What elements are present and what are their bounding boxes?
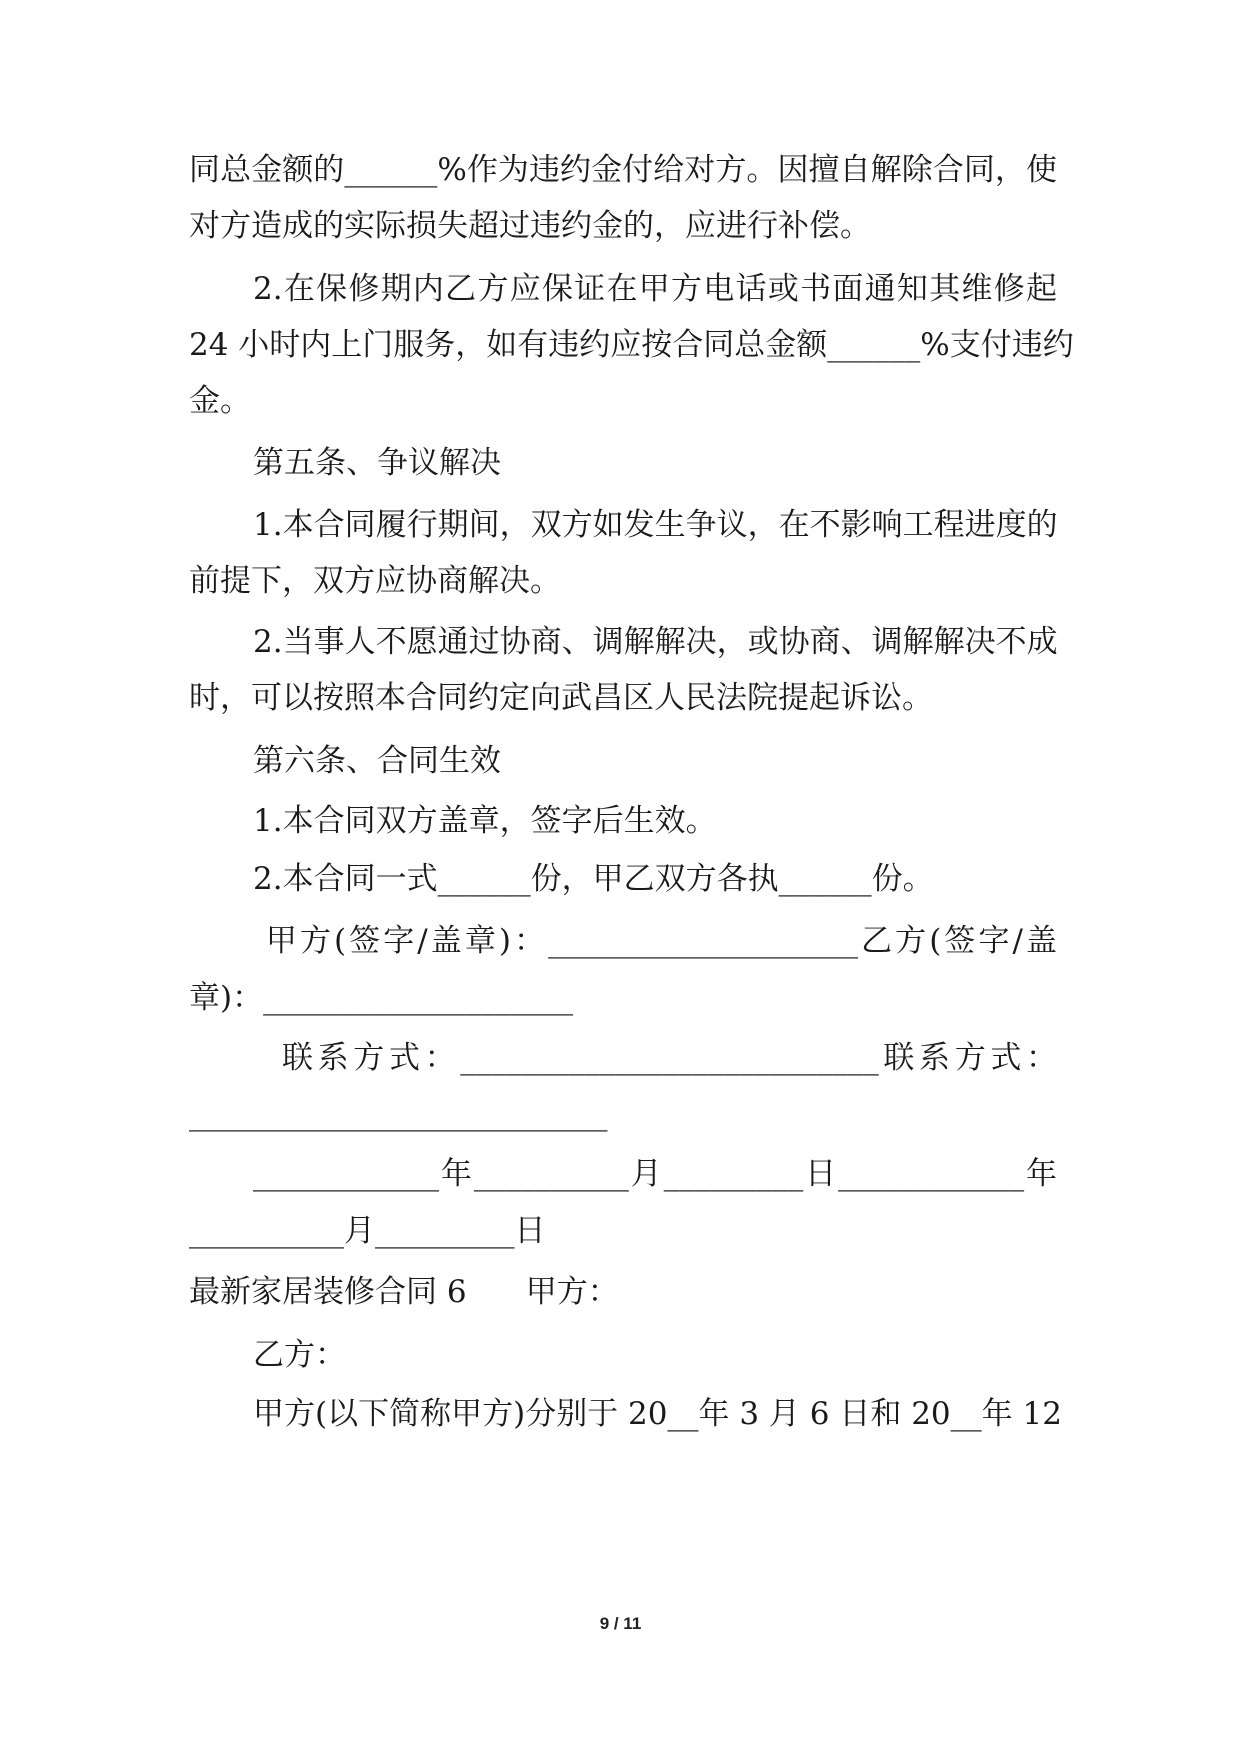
paragraph-line: 同总金额的______%作为违约金付给对方。因擅自解除合同，使: [189, 152, 1057, 188]
paragraph-line: 金。: [189, 383, 251, 419]
signature-line: 章)：____________________: [189, 980, 574, 1016]
contract-title: 最新家居装修合同 6 甲方：: [189, 1274, 619, 1310]
paragraph-line: 对方造成的实际损失超过违约金的，应进行补偿。: [189, 208, 871, 244]
paragraph-line: 前提下，双方应协商解决。: [189, 563, 561, 599]
paragraph-line: 24 小时内上门服务，如有违约应按合同总金额______%支付违约: [189, 327, 1074, 363]
paragraph-line: 1.本合同双方盖章，签字后生效。: [253, 803, 717, 839]
date-line: __________月_________日: [189, 1213, 546, 1249]
contact-line: ___________________________: [189, 1096, 608, 1132]
paragraph-line: 2.当事人不愿通过协商、调解解决，或协商、调解解决不成: [253, 624, 1058, 660]
paragraph-line: 2.本合同一式______份，甲乙双方各执______份。: [253, 861, 934, 897]
paragraph-line: 2.在保修期内乙方应保证在甲方电话或书面通知其维修起: [253, 271, 1057, 307]
date-line: ____________年__________月_________日____________年: [253, 1156, 1057, 1192]
page-number: 9 / 11: [599, 1614, 642, 1633]
signature-line: 甲方(签字/盖章)：____________________乙方(签字/盖: [253, 923, 1057, 959]
party-line: 乙方：: [253, 1337, 346, 1373]
paragraph-line: 1.本合同履行期间，双方如发生争议，在不影响工程进度的: [253, 507, 1058, 543]
section-heading: 第五条、争议解决: [253, 445, 501, 481]
paragraph-line: 甲方(以下简称甲方)分别于 20__年 3 月 6 日和 20__年 12: [253, 1396, 1062, 1432]
paragraph-line: 时，可以按照本合同约定向武昌区人民法院提起诉讼。: [189, 680, 933, 716]
section-heading: 第六条、合同生效: [253, 743, 501, 779]
contact-line: 联系方式：___________________________联系方式：: [253, 1040, 1057, 1076]
